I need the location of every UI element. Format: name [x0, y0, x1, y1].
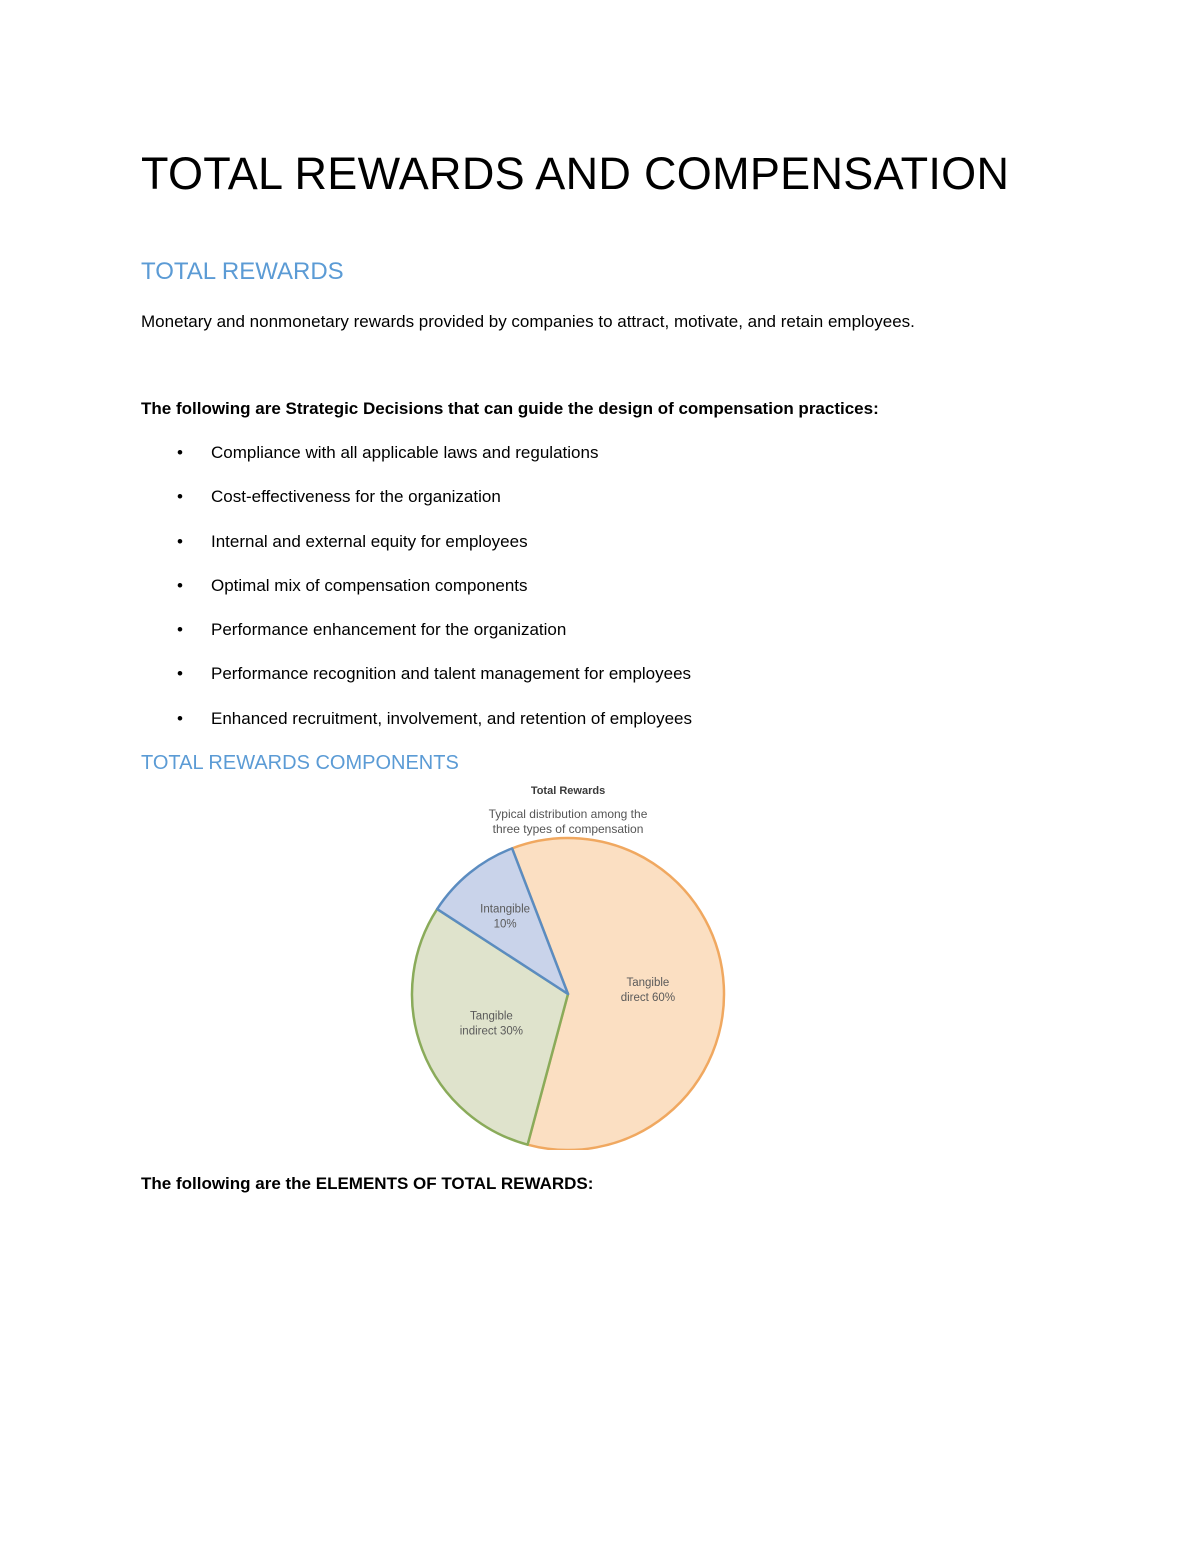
bullet-icon: • [177, 487, 183, 507]
bullet-icon: • [177, 575, 183, 595]
total-rewards-definition: Monetary and nonmonetary rewards provided by companies to attract, motivate, and retain employees. [141, 312, 915, 331]
bullet-icon: • [177, 443, 183, 462]
elements-intro: The following are the ELEMENTS OF TOTAL REWARDS: [141, 1174, 594, 1193]
bullet-icon: • [177, 531, 183, 551]
pie-label-line: Intangible [480, 903, 531, 916]
total-rewards-pie-chart [380, 778, 828, 1150]
chart-subtitle-line-1: Typical distribution among the [488, 807, 648, 821]
list-item-text: Compliance with all applicable laws and regulations [211, 443, 599, 462]
pie-label-line: Tangible [469, 1010, 513, 1023]
bullet-icon: • [177, 620, 183, 640]
list-item-text: Optimal mix of compensation components [211, 575, 528, 595]
total-rewards-heading: TOTAL REWARDS [141, 258, 344, 285]
pie-label-line: indirect 30% [459, 1025, 524, 1038]
list-item-text: Performance enhancement for the organization [211, 620, 567, 640]
list-item-text: Internal and external equity for employees [211, 531, 528, 551]
chart-subtitle-line-2: three types of compensation [492, 822, 644, 836]
list-item-text: Performance recognition and talent management for employees [211, 664, 692, 684]
pie-label-line: 10% [493, 918, 517, 931]
strategic-decisions-intro: The following are Strategic Decisions that can guide the design of compensation practices: [141, 399, 879, 418]
page-title: TOTAL REWARDS AND COMPENSATION [141, 148, 1010, 199]
pie-slices [412, 838, 724, 1150]
list-item-text: Enhanced recruitment, involvement, and retention of employees [211, 708, 692, 728]
pie-label-line: direct 60% [620, 991, 676, 1004]
pie-label-line: Tangible [626, 976, 670, 989]
bullet-icon: • [177, 708, 183, 728]
chart-title: Total Rewards [530, 785, 606, 797]
total-rewards-pie-figure [380, 778, 828, 1150]
bullet-icon: • [177, 664, 183, 684]
total-rewards-components-heading: TOTAL REWARDS COMPONENTS [141, 752, 459, 774]
list-item-text: Cost-effectiveness for the organization [211, 487, 501, 507]
